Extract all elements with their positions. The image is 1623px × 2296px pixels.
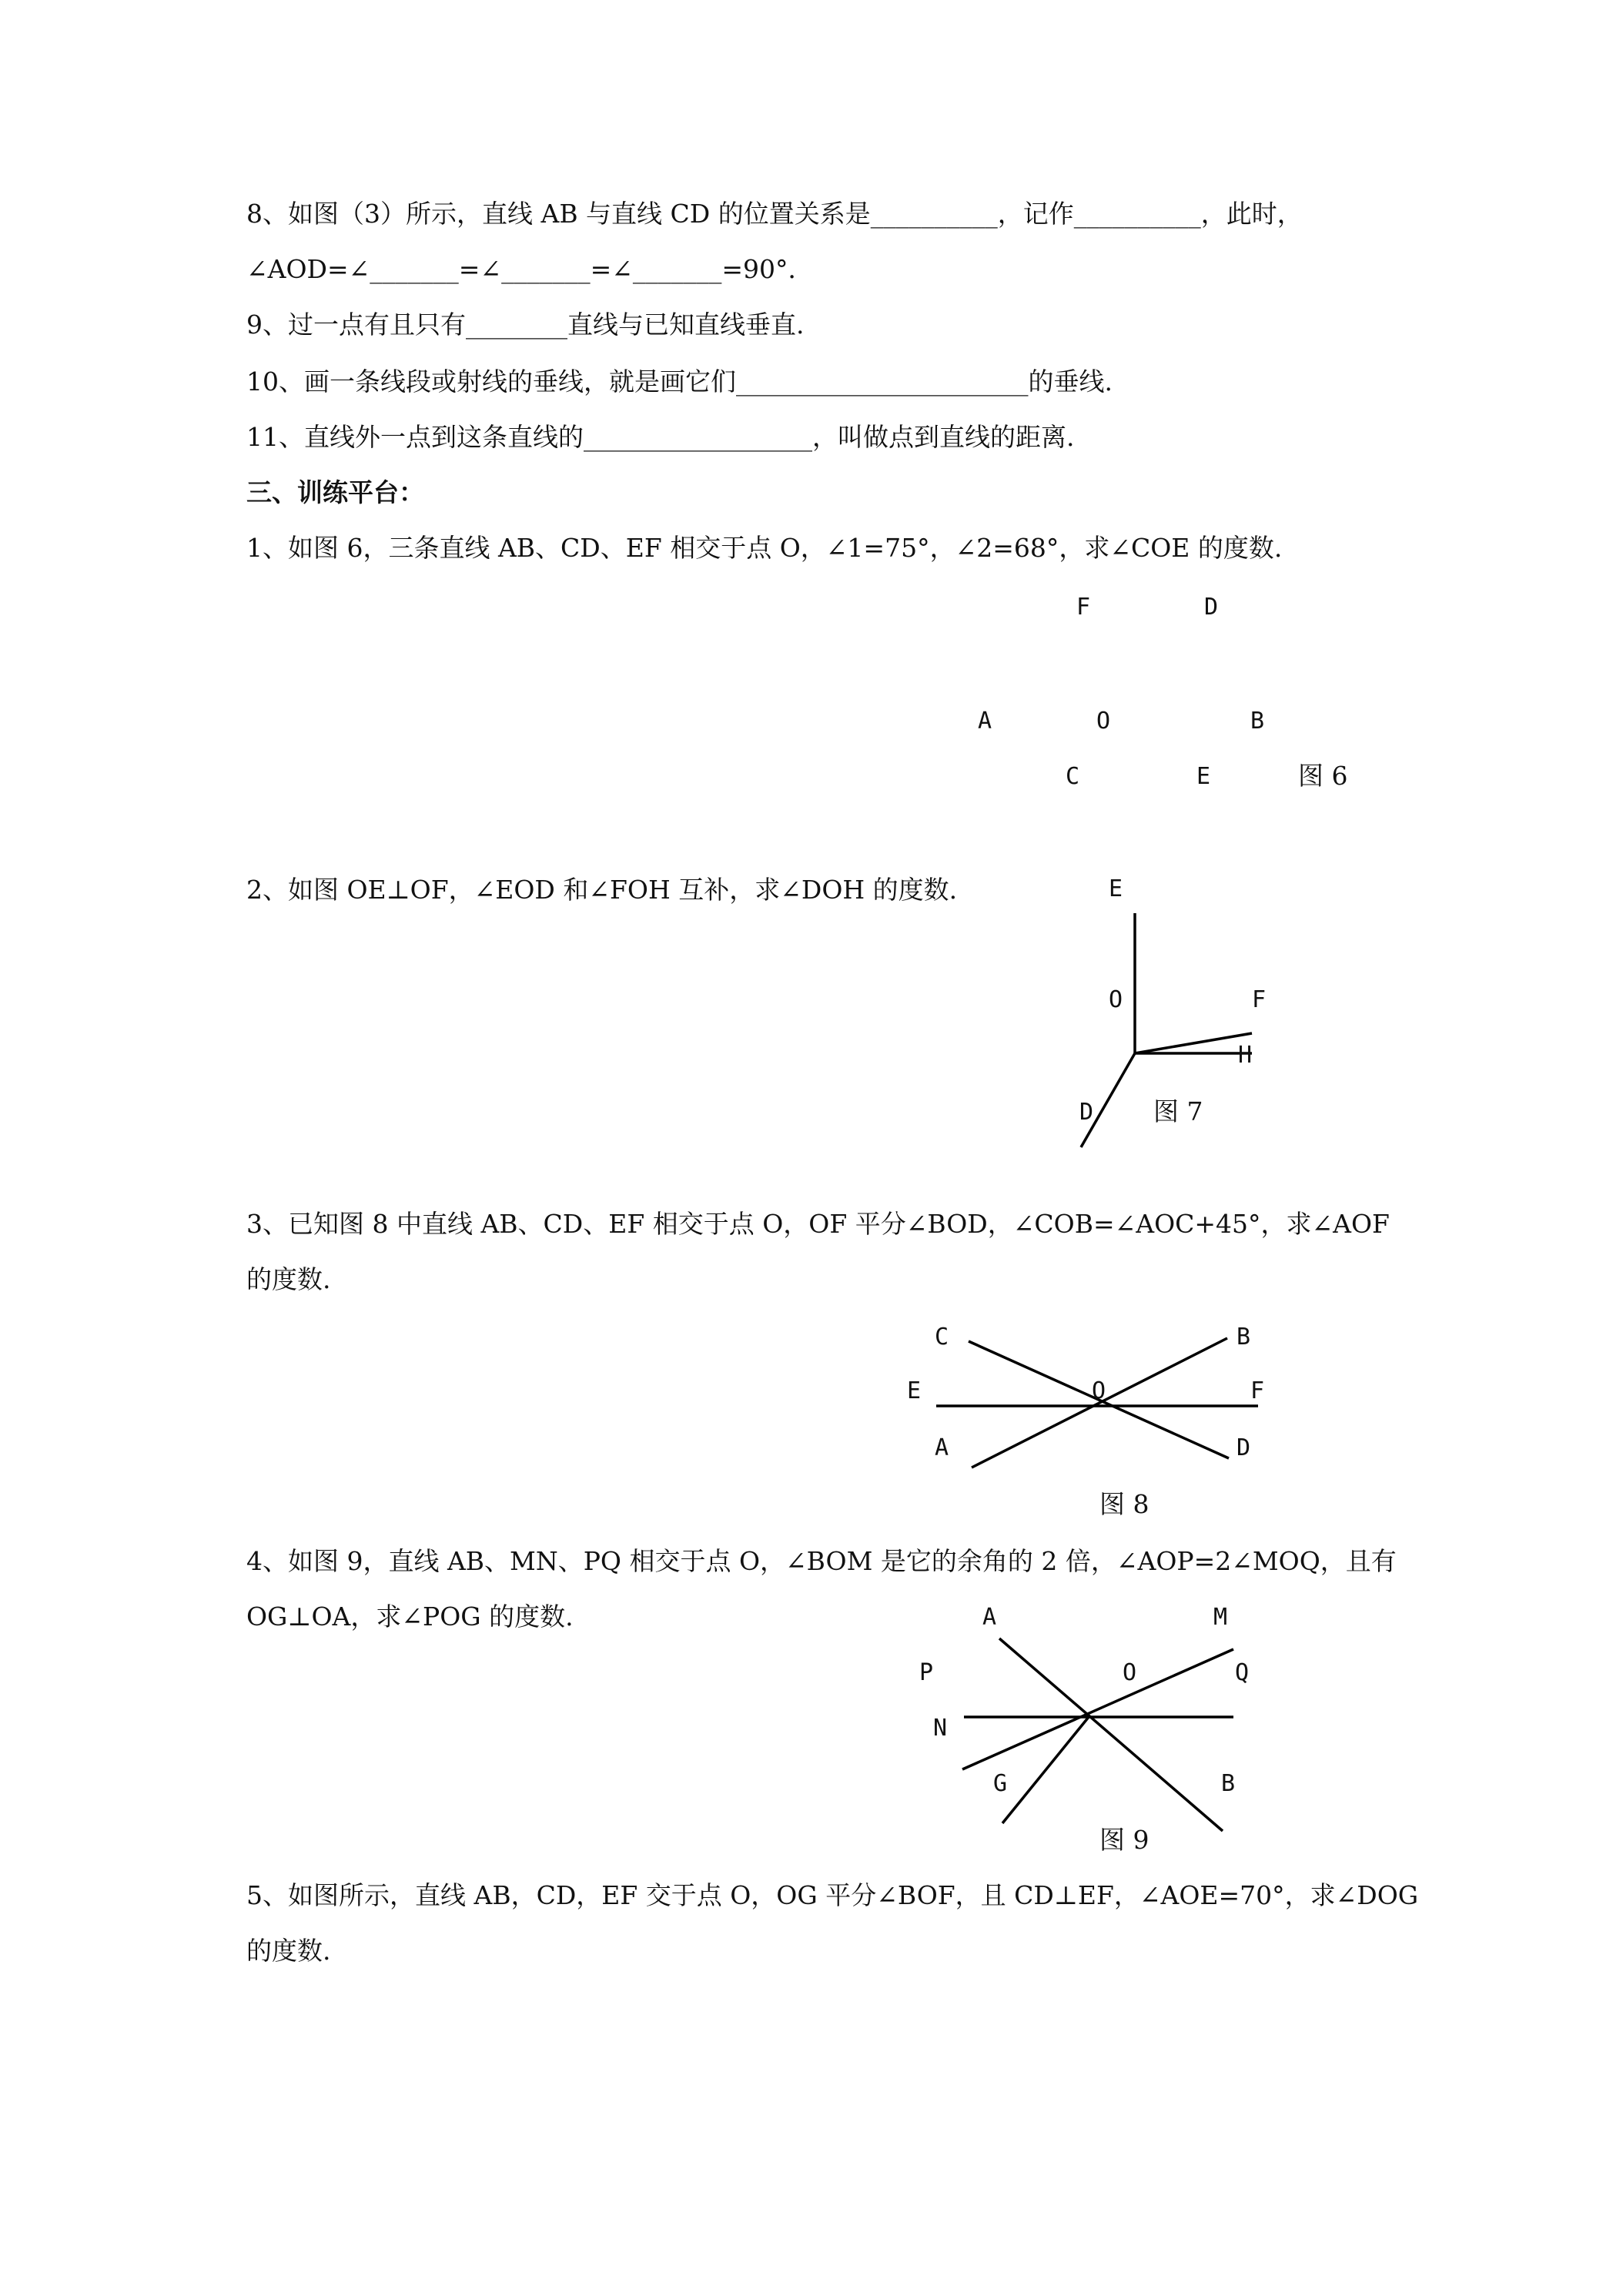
problem-4-line-1: 4、如图 9，直线 AB、MN、PQ 相交于点 O，∠BOM 是它的余角的 2 倍，∠AOP=2∠MOQ，且有: [246, 1546, 1397, 1576]
fig6-label-o: O: [1096, 708, 1111, 735]
section-title: 三、训练平台：: [246, 477, 424, 507]
fig9-line-pq: [962, 1649, 1233, 1769]
fig9-label-q: Q: [1235, 1659, 1250, 1686]
fig6-label-d: D: [1204, 594, 1219, 621]
fig9-label-b: B: [1221, 1770, 1236, 1797]
fig8-label-b: B: [1236, 1324, 1251, 1350]
question-9: 9、过一点有且只有________直线与已知直线垂直.: [246, 310, 805, 340]
fig9-label-m: M: [1213, 1604, 1228, 1631]
fig7-label-h: H: [1238, 1042, 1253, 1069]
fig8-label-f: F: [1250, 1377, 1265, 1404]
fig9-label-a: A: [982, 1604, 997, 1631]
fig6-label-a: A: [978, 708, 992, 735]
fig7-label-e: E: [1109, 875, 1123, 902]
problem-4-line-2: OG⊥OA，求∠POG 的度数.: [246, 1602, 574, 1632]
fig8-label-c: C: [935, 1324, 949, 1350]
fig9-label-p: P: [919, 1659, 934, 1686]
question-8-line-2: ∠AOD=∠_______=∠_______=∠_______=90°．: [246, 254, 814, 284]
problem-5-line-2: 的度数.: [246, 1936, 331, 1966]
fig8-label-a: A: [935, 1434, 949, 1461]
problem-2: 2、如图 OE⊥OF，∠EOD 和∠FOH 互补，求∠DOH 的度数.: [246, 875, 958, 905]
fig9-label-n: N: [933, 1715, 948, 1742]
fig8-caption: 图 8: [1099, 1489, 1149, 1519]
question-10: 10、画一条线段或射线的垂线，就是画它们_______________________的垂线.: [246, 366, 1113, 397]
fig6-label-c: C: [1066, 763, 1080, 790]
fig7-label-o: O: [1109, 986, 1123, 1013]
problem-1: 1、如图 6，三条直线 AB、CD、EF 相交于点 O，∠1=75°，∠2=68°，求∠COE 的度数.: [246, 533, 1283, 563]
fig8-label-d: D: [1236, 1434, 1251, 1461]
fig6-caption: 图 6: [1298, 761, 1348, 791]
question-8-line-1: 8、如图（3）所示，直线 AB 与直线 CD 的位置关系是__________，记作__________，此时，: [246, 199, 1303, 229]
fig6-label-b: B: [1250, 708, 1265, 735]
fig8-label-e: E: [907, 1377, 922, 1404]
fig9-label-o: O: [1123, 1659, 1137, 1686]
fig9-caption: 图 9: [1099, 1825, 1149, 1855]
fig7-caption: 图 7: [1153, 1096, 1203, 1126]
fig7-label-d: D: [1079, 1099, 1094, 1126]
fig6-label-e: E: [1196, 763, 1211, 790]
fig8-label-o: O: [1092, 1377, 1106, 1404]
fig6-label-f: F: [1076, 594, 1091, 621]
fig9-label-g: G: [993, 1770, 1008, 1797]
question-11: 11、直线外一点到这条直线的__________________，叫做点到直线的距离.: [246, 422, 1075, 452]
problem-3-line-2: 的度数.: [246, 1264, 331, 1294]
fig9-line-ab: [999, 1638, 1223, 1831]
problem-5-line-1: 5、如图所示，直线 AB，CD，EF 交于点 O，OG 平分∠BOF，且 CD⊥EF，∠AOE=70°，求∠DOG: [246, 1880, 1419, 1910]
problem-3-line-1: 3、已知图 8 中直线 AB、CD、EF 相交于点 O，OF 平分∠BOD，∠COB=∠AOC+45°，求∠AOF: [246, 1209, 1390, 1239]
fig7-label-f: F: [1252, 986, 1267, 1013]
